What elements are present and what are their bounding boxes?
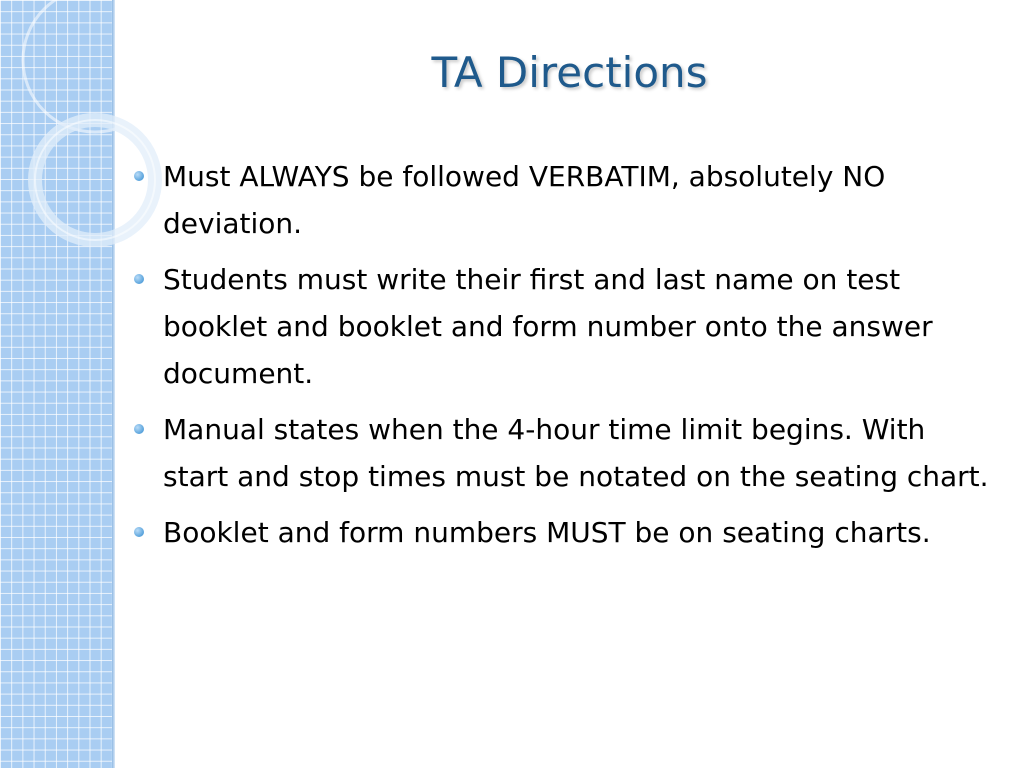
bullet-item	[130, 509, 990, 556]
bullet-dot-icon	[134, 527, 144, 537]
bullet-item	[130, 153, 990, 247]
bullet-text: Students must write their first and last name on test booklet and booklet and form number onto the answer document.	[163, 263, 933, 390]
bullet-dot-icon	[134, 171, 144, 181]
bullet-item	[130, 406, 990, 500]
bullet-list	[130, 153, 990, 565]
bullet-text: Manual states when the 4-hour time limit begins. With start and stop times must be notated on the seating chart.	[163, 413, 989, 493]
bullet-dot-icon	[134, 274, 144, 284]
bullet-item	[130, 256, 990, 397]
bullet-text: Must ALWAYS be followed VERBATIM, absolutely NO deviation.	[163, 160, 886, 240]
bullet-dot-icon	[134, 424, 144, 434]
slide-title: TA Directions	[431, 48, 708, 97]
bullet-text: Booklet and form numbers MUST be on seating charts.	[163, 516, 931, 549]
